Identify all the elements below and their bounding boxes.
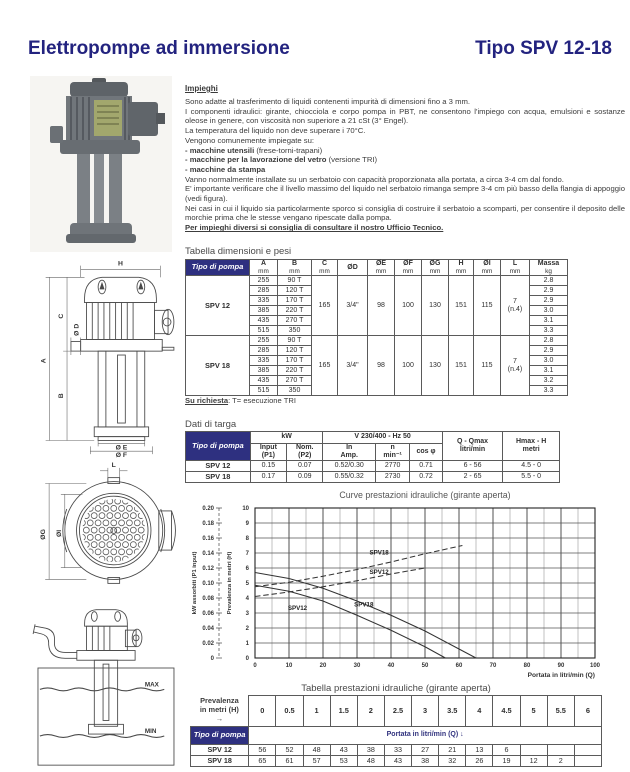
dim-label-E: Ø E xyxy=(115,444,128,452)
impieghi-paragraph: Vanno normalmente installate su un serbatoio con capacità proporzionata alla portata, a circa 3-4 cm dal fondo. xyxy=(185,174,564,184)
impieghi-paragraph: E' importante verificare che il livello massimo del liquido nel serbatoio rimanga sempre 3-4 cm più basso della flangia di appoggio (vedi figura). xyxy=(185,184,625,204)
svg-text:70: 70 xyxy=(489,663,497,669)
dimension-drawing-side xyxy=(22,254,182,458)
impieghi-bullet: - macchine da stampa xyxy=(185,164,266,174)
pump-model: SPV 18 xyxy=(186,336,250,396)
svg-text:kW assorbiti (P1 input): kW assorbiti (P1 input) xyxy=(192,551,198,615)
svg-text:0.08: 0.08 xyxy=(202,596,214,603)
dim-table-title: Tabella dimensioni e pesi xyxy=(185,246,292,257)
svg-text:1: 1 xyxy=(245,641,249,648)
svg-text:50: 50 xyxy=(421,663,429,669)
targa-col-tipo: Tipo di pompa xyxy=(186,432,251,461)
svg-text:0.16: 0.16 xyxy=(202,536,214,543)
pump-photo xyxy=(30,76,172,252)
min-level-label: MIN xyxy=(144,728,157,736)
svg-text:SPV12: SPV12 xyxy=(287,605,308,612)
svg-text:2: 2 xyxy=(245,626,249,633)
svg-text:0: 0 xyxy=(245,656,249,663)
svg-text:0.18: 0.18 xyxy=(202,521,214,528)
impieghi-paragraph: Nei casi in cui il liquido sia particolarmente sporco si consiglia di costruire il serbatoio a scomparti, per consentire il deposito delle morchie prima che le stesse vengano ripescate dalla pompa. xyxy=(185,203,625,223)
svg-text:7: 7 xyxy=(245,551,249,558)
portata-header: Portata in litri/min (Q) ↓ xyxy=(249,727,602,745)
targa-title: Dati di targa xyxy=(185,419,237,430)
dim-table-note: Su richiesta: T= esecuzione TRI xyxy=(185,396,296,405)
svg-text:SPV18: SPV18 xyxy=(369,549,389,557)
pump-model: SPV 12 xyxy=(191,745,249,756)
pump-model: SPV 12 xyxy=(186,276,250,336)
perf-col-tipo: Tipo di pompa xyxy=(191,727,249,745)
perf-corner-label: Prevalenza in metri (H) → xyxy=(199,696,239,724)
dimension-drawing-top xyxy=(22,460,182,602)
dim-col-tipo: Tipo di pompa xyxy=(186,260,250,276)
dim-label-H: H xyxy=(117,260,123,268)
max-level-label: MAX xyxy=(144,681,159,689)
svg-text:0.04: 0.04 xyxy=(202,626,214,633)
svg-text:8: 8 xyxy=(245,536,249,543)
svg-text:10: 10 xyxy=(285,663,293,669)
svg-text:0.06: 0.06 xyxy=(202,611,214,618)
impieghi-heading: Impieghi xyxy=(185,84,218,93)
performance-table: Prevalenza in metri (H) → 0 0.5 1 1.5 2 2.5 3 3.5 4 4.5 5 5.5 6 Tipo di pompa Portata in litri/min (Q) ↓ SPV 12 56 52 48 43 38 33 27 21 13 6 SPV 18 65 61 57 53 48 43 38 32 26 19 12 2 xyxy=(190,695,602,767)
svg-text:6: 6 xyxy=(245,566,249,573)
model-title: Tipo SPV 12-18 xyxy=(475,38,612,59)
svg-text:100: 100 xyxy=(589,663,601,669)
nameplate-table: Tipo di pompa kW V 230/400 - Hz 50 Q - Qmax litri/min Hmax - H metri Input (P1) Nom. (P2) In Amp. n min⁻¹ cos φ SPV 12 0.15 0.07 0.52/0.30 2770 0.71 6 - 56 4.5 - 0 SPV 18 0.17 0.09 0.55/0.32 2730 0.72 2 - 65 5.5 - 0 xyxy=(185,431,560,483)
svg-text:5: 5 xyxy=(245,581,249,588)
svg-text:3: 3 xyxy=(245,611,249,618)
dim-label-G: ØG xyxy=(40,529,48,540)
dim-label-I: ØI xyxy=(55,529,63,538)
svg-text:Curve prestazioni idrauliche (: Curve prestazioni idrauliche (girante aperta) xyxy=(339,490,511,500)
perf-table-title: Tabella prestazioni idrauliche (girante aperta) xyxy=(301,683,491,694)
svg-text:0.20: 0.20 xyxy=(202,506,214,513)
svg-text:SPV12: SPV12 xyxy=(369,569,389,576)
pump-model: SPV 18 xyxy=(191,756,249,767)
svg-text:0.14: 0.14 xyxy=(202,551,214,558)
installation-drawing xyxy=(20,600,190,770)
dim-label-B: B xyxy=(58,393,66,399)
dim-label-L: L xyxy=(111,461,116,469)
svg-text:9: 9 xyxy=(245,521,249,528)
svg-text:0: 0 xyxy=(253,663,257,669)
svg-text:Prevalenza in metri (H): Prevalenza in metri (H) xyxy=(227,551,233,615)
svg-text:SPV18: SPV18 xyxy=(354,601,374,609)
svg-text:0.12: 0.12 xyxy=(202,566,214,573)
impieghi-bullet: - macchine per la lavorazione del vetro (versione TRI) xyxy=(185,155,378,165)
pump-model: SPV 18 xyxy=(186,472,251,483)
impieghi-section xyxy=(185,84,625,233)
svg-text:20: 20 xyxy=(319,663,327,669)
svg-text:Portata in litri/min (Q): Portata in litri/min (Q) xyxy=(527,672,595,679)
svg-text:0: 0 xyxy=(210,656,214,663)
impieghi-paragraph: Vengono comunemente impiegate su: xyxy=(185,135,315,145)
svg-text:90: 90 xyxy=(557,663,565,669)
dim-label-C: C xyxy=(58,313,66,319)
svg-text:80: 80 xyxy=(523,663,531,669)
impieghi-paragraph: La temperatura del liquido non deve superare i 70°C. xyxy=(185,126,366,136)
impieghi-note: Per impieghi diversi si consiglia di consultare il nostro Ufficio Tecnico. xyxy=(185,223,444,233)
dim-label-A: A xyxy=(40,358,48,364)
impieghi-paragraph: I componenti idraulici: girante, chiocciola e corpo pompa in PBT, ne consentono l'impiego con acqua, emulsioni e sostanze oleose in genere, con viscosità non superiore a 21 cSt (3° Engel). xyxy=(185,106,625,126)
page-title: Elettropompe ad immersione xyxy=(28,38,290,59)
dimensions-table: Tipo di pompa A mm B mm C mm ØD ØE mm ØF mm ØG mm H mm ØI mm L mm Massa kg SPV 12 255 90 T 165 3/4" 98 100 130 151 115 7 (n.4) 2.8 285 120 T 2.9 335 170 T 2.9 385 220 T 3.0 435 270 T 3.1 515 350 3.3 SPV 18 255 90 T 165 3/4" 98 100 130 151 115 7 (n.4) 2.8 285 120 T 2.9 335 170 T 3.0 385 220 T 3.1 435 270 T 3.2 515 350 3.3 xyxy=(185,259,568,396)
svg-text:10: 10 xyxy=(242,506,249,513)
svg-text:40: 40 xyxy=(387,663,395,669)
svg-text:30: 30 xyxy=(353,663,361,669)
svg-text:60: 60 xyxy=(455,663,463,669)
svg-text:4: 4 xyxy=(245,596,249,603)
impieghi-bullet: - macchine utensili (frese-torni-trapani) xyxy=(185,145,323,155)
dim-label-F: Ø F xyxy=(115,452,128,458)
pump-model: SPV 12 xyxy=(186,461,251,472)
impieghi-paragraph: Sono adatte al trasferimento di liquidi contenenti impurità di dimensioni fino a 3 mm. xyxy=(185,97,471,106)
performance-chart xyxy=(185,486,625,684)
dim-label-D: Ø D xyxy=(73,323,81,336)
svg-text:0.10: 0.10 xyxy=(202,581,214,588)
svg-text:0.02: 0.02 xyxy=(202,641,214,648)
